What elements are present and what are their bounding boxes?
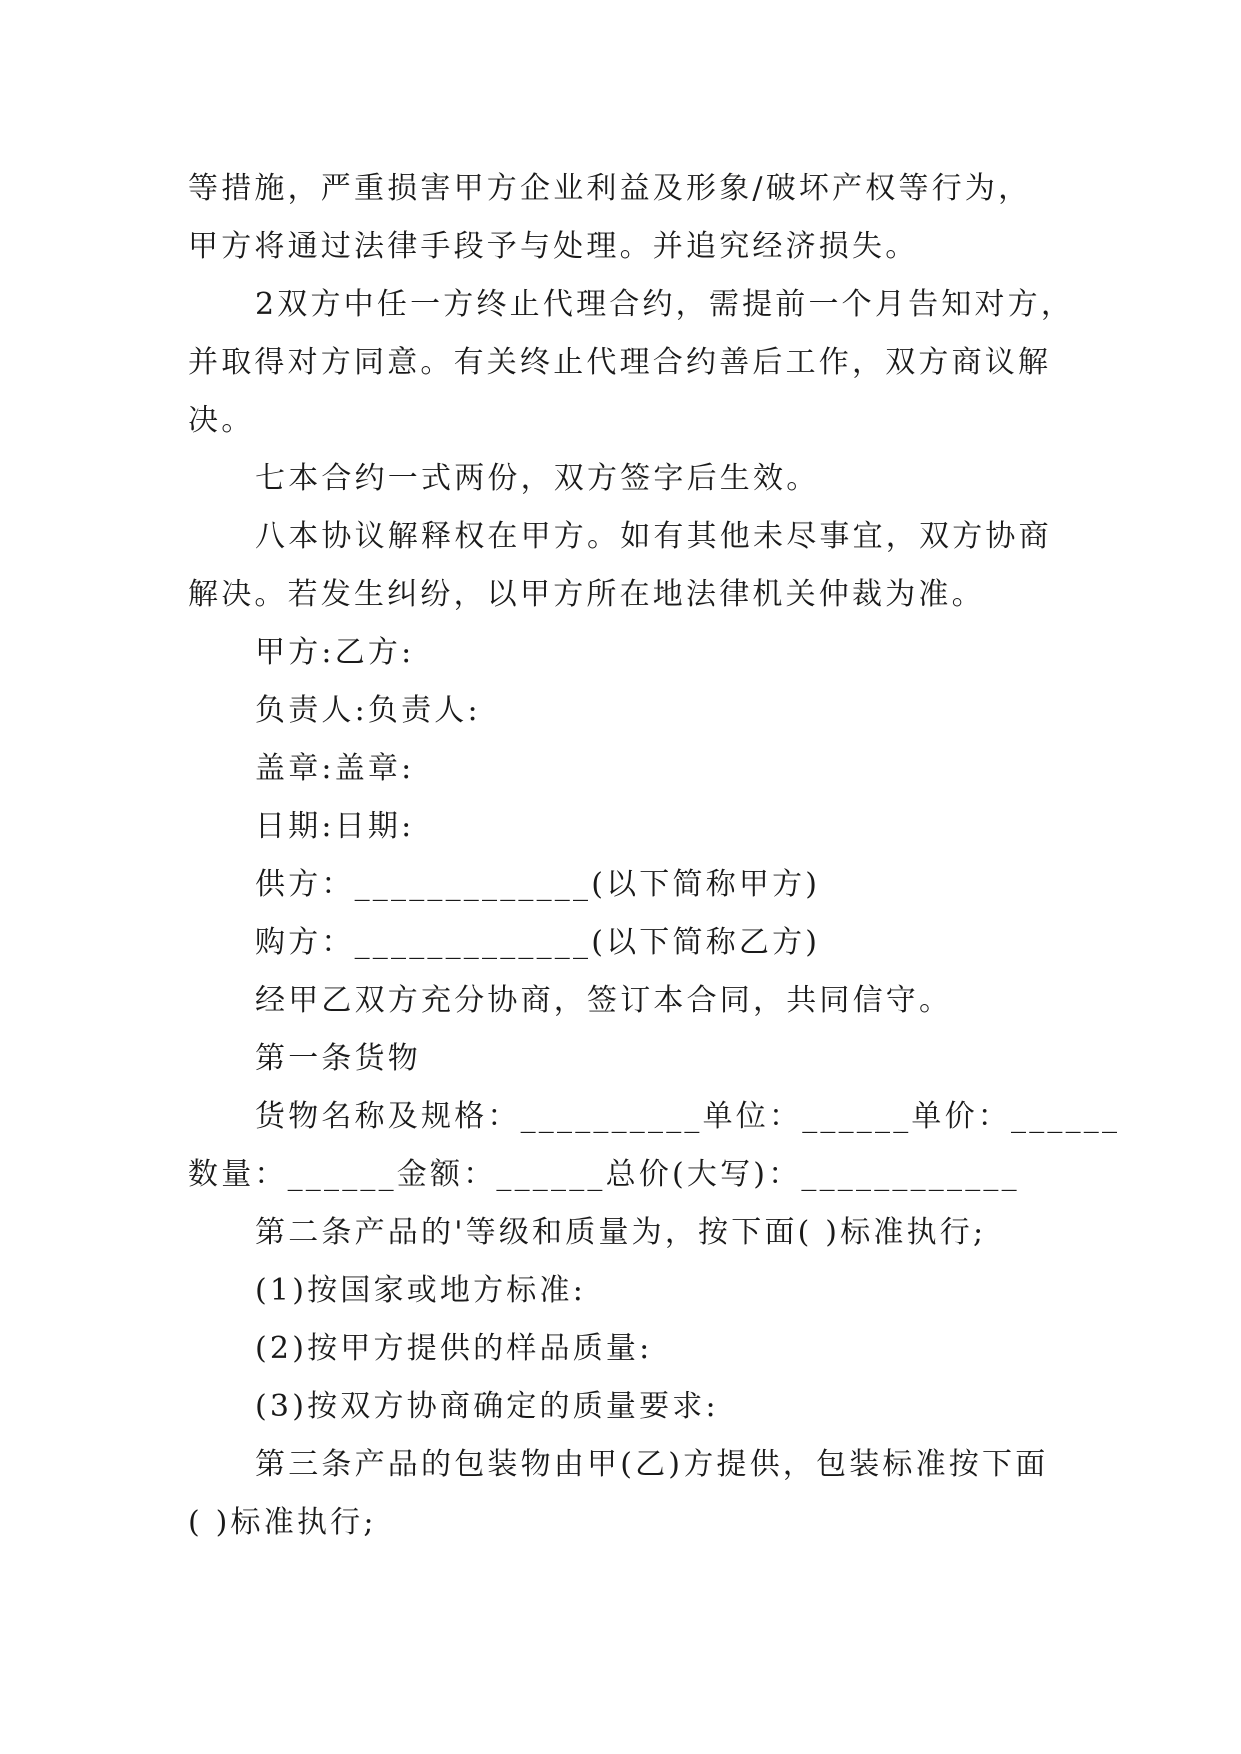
goods-fields-line: 货物名称及规格：__________单位：______单价：______ [255, 1099, 1121, 1134]
article-heading: 第二条产品的'等级和质量为，按下面( )标准执行; [255, 1215, 987, 1250]
goods-fields-line: 数量：______金额：______总价(大写)：____________ [188, 1157, 1020, 1192]
paragraph-line: 经甲乙双方充分协商，签订本合同，共同信守。 [255, 983, 953, 1018]
paragraph-line: ( )标准执行; [188, 1505, 377, 1540]
paragraph-line: 七本合约一式两份，双方签字后生效。 [255, 461, 820, 496]
paragraph-line: 决。 [188, 403, 255, 438]
paragraph-line: 并取得对方同意。有关终止代理合约善后工作，双方商议解 [188, 345, 1052, 380]
signature-line-party: 甲方:乙方: [255, 635, 415, 670]
supplier-line: 供方：_____________(以下简称甲方) [255, 867, 821, 902]
paragraph-line: 解决。若发生纠纷，以甲方所在地法律机关仲裁为准。 [188, 577, 985, 612]
document-page [188, 160, 1121, 1552]
buyer-line: 购方：_____________(以下简称乙方) [255, 925, 821, 960]
article-heading: 第一条货物 [255, 1041, 421, 1076]
list-item: (2)按甲方提供的样品质量: [255, 1331, 653, 1366]
signature-line-manager: 负责人:负责人: [255, 693, 481, 728]
list-item: (1)按国家或地方标准: [255, 1273, 587, 1308]
paragraph-line: 甲方将通过法律手段予与处理。并追究经济损失。 [188, 229, 919, 264]
paragraph-line: 等措施，严重损害甲方企业利益及形象/破坏产权等行为， [188, 171, 1032, 206]
paragraph-line: 2双方中任一方终止代理合约，需提前一个月告知对方， [255, 287, 1075, 322]
paragraph-line: 八本协议解释权在甲方。如有其他未尽事宜，双方协商 [255, 519, 1052, 554]
signature-line-date: 日期:日期: [255, 809, 415, 844]
signature-line-seal: 盖章:盖章: [255, 751, 415, 786]
article-heading: 第三条产品的包装物由甲(乙)方提供，包装标准按下面 [255, 1447, 1049, 1482]
list-item: (3)按双方协商确定的质量要求: [255, 1389, 719, 1424]
